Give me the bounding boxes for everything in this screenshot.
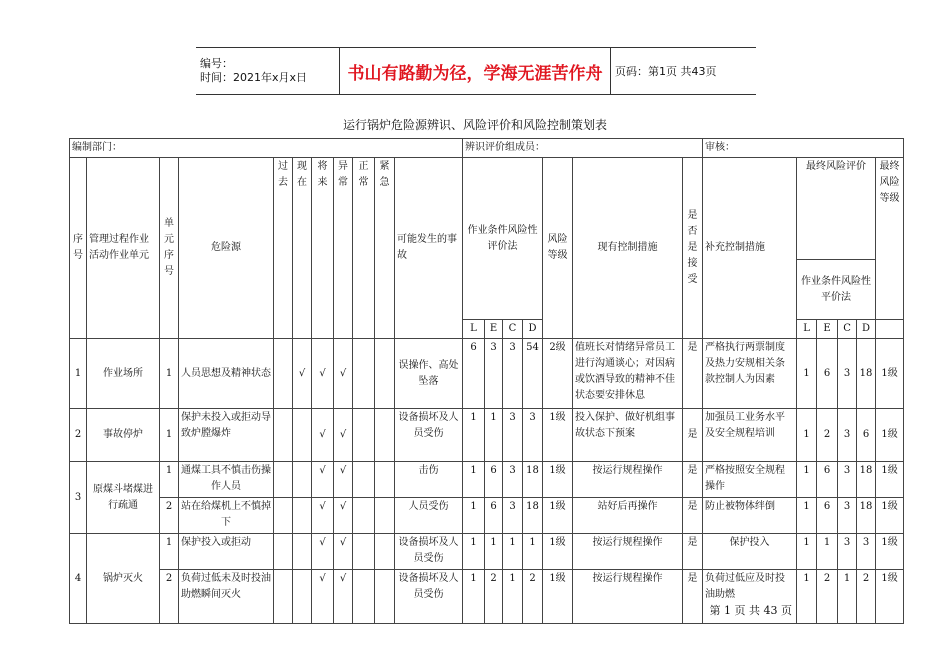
row-final-L: 1 (797, 498, 817, 534)
row-final-D: 18 (857, 498, 876, 534)
row-accident: 击伤 (395, 462, 463, 498)
row-acceptable: 是 (683, 498, 703, 534)
col-accident: 可能发生的事故 (395, 158, 463, 339)
row-level: 1级 (543, 462, 573, 498)
row-final-level: 1级 (876, 339, 904, 409)
row-final-D: 2 (857, 570, 876, 624)
review-label: 审核： (703, 139, 904, 158)
row-control: 站好后再操作 (573, 498, 683, 534)
row-hazard: 负荷过低未及时投油助燃瞬间灭火 (179, 570, 274, 624)
meta-row (70, 139, 904, 158)
document-title: 运行锅炉危险源辨识、风险评价和风险控制策划表 (342, 118, 607, 132)
row-E: 6 (485, 462, 503, 498)
col-final-level: 最终风险等级 (876, 158, 904, 320)
row-level: 1级 (543, 409, 573, 462)
row-L: 1 (463, 409, 485, 462)
row-emergency (375, 534, 395, 570)
row-emergency (375, 409, 395, 462)
header-row-1 (70, 158, 904, 260)
table-row (70, 339, 904, 409)
row-past (274, 498, 293, 534)
page-footer: 第 1 页 共 43 页 (709, 604, 792, 617)
row-L: 6 (463, 339, 485, 409)
table-row (70, 498, 904, 534)
row-final-L: 1 (797, 570, 817, 624)
row-unit: 1 (160, 534, 179, 570)
row-control: 投入保护、做好机组事故状态下预案 (573, 409, 683, 462)
col-D: D (523, 320, 543, 339)
row-abnormal: √ (334, 339, 353, 409)
row-final-L: 1 (797, 339, 817, 409)
row-L: 1 (463, 570, 485, 624)
row-present (293, 409, 312, 462)
dept-label: 编制部门： (70, 139, 463, 158)
col-method: 作业条件风险性评价法 (463, 158, 543, 320)
row-present: √ (293, 339, 312, 409)
row-abnormal: √ (334, 409, 353, 462)
row-final-L: 1 (797, 534, 817, 570)
row-D: 18 (523, 498, 543, 534)
row-accident: 设备损坏及人员受伤 (395, 534, 463, 570)
row-D: 1 (523, 534, 543, 570)
row-unit: 1 (160, 339, 179, 409)
row-E: 1 (485, 409, 503, 462)
col-acceptable: 是否是接受 (683, 158, 703, 339)
row-final-E: 1 (817, 534, 838, 570)
col-emergency: 紧急 (375, 158, 395, 339)
row-acceptable: 是 (683, 534, 703, 570)
col-C: C (503, 320, 523, 339)
row-abnormal: √ (334, 570, 353, 624)
col-final-eval: 最终风险评价 (797, 158, 876, 260)
row-activity: 作业场所 (87, 339, 160, 409)
col-control: 现有控制措施 (573, 158, 683, 339)
col-final-method: 作业条件风险性平价法 (797, 260, 876, 320)
col-L: L (463, 320, 485, 339)
col-final-level-blank (876, 320, 904, 339)
row-hazard: 人员思想及精神状态 (179, 339, 274, 409)
row-emergency (375, 570, 395, 624)
row-final-C: 3 (838, 462, 857, 498)
row-C: 3 (503, 409, 523, 462)
row-past (274, 339, 293, 409)
row-level: 1级 (543, 570, 573, 624)
row-final-level: 1级 (876, 462, 904, 498)
row-final-D: 6 (857, 409, 876, 462)
row-control: 按运行规程操作 (573, 462, 683, 498)
row-final-level: 1级 (876, 534, 904, 570)
row-accident: 设备损坏及人员受伤 (395, 570, 463, 624)
row-future: √ (312, 570, 334, 624)
row-seq: 4 (70, 534, 87, 624)
col-final-D: D (857, 320, 876, 339)
row-final-level: 1级 (876, 498, 904, 534)
col-abnormal: 异常 (334, 158, 353, 339)
row-accident: 设备损坏及人员受伤 (395, 409, 463, 462)
row-E: 2 (485, 570, 503, 624)
row-final-D: 18 (857, 462, 876, 498)
risk-table (69, 138, 904, 624)
col-final-C: C (838, 320, 857, 339)
row-final-C: 3 (838, 534, 857, 570)
row-D: 2 (523, 570, 543, 624)
col-level: 风险等级 (543, 158, 573, 339)
page-label: 页码：第1页 共43页 (611, 48, 757, 95)
row-D: 54 (523, 339, 543, 409)
col-final-L: L (797, 320, 817, 339)
row-final-L: 1 (797, 462, 817, 498)
row-final-level: 1级 (876, 409, 904, 462)
row-L: 1 (463, 498, 485, 534)
row-hazard: 站在给煤机上不慎掉下 (179, 498, 274, 534)
row-abnormal: √ (334, 498, 353, 534)
col-normal: 正常 (353, 158, 375, 339)
row-normal (353, 498, 375, 534)
document-header (196, 47, 756, 95)
row-final-E: 2 (817, 570, 838, 624)
row-normal (353, 462, 375, 498)
row-normal (353, 534, 375, 570)
col-past: 过去 (274, 158, 293, 339)
row-normal (353, 339, 375, 409)
row-control: 按运行规程操作 (573, 570, 683, 624)
col-final-E: E (817, 320, 838, 339)
row-supplement: 严格执行两票制度及热力安规相关条款控制人为因素 (703, 339, 797, 409)
col-E: E (485, 320, 503, 339)
row-seq: 2 (70, 409, 87, 462)
row-present (293, 534, 312, 570)
col-hazard: 危险源 (179, 158, 274, 339)
row-C: 3 (503, 462, 523, 498)
row-final-E: 6 (817, 462, 838, 498)
row-supplement: 防止被物体绊倒 (703, 498, 797, 534)
row-level: 1级 (543, 498, 573, 534)
row-L: 1 (463, 534, 485, 570)
row-past (274, 462, 293, 498)
row-activity: 原煤斗堵煤进行疏通 (87, 462, 160, 534)
row-seq: 1 (70, 339, 87, 409)
row-supplement: 严格按照安全规程操作 (703, 462, 797, 498)
row-D: 18 (523, 462, 543, 498)
row-final-C: 3 (838, 409, 857, 462)
row-final-E: 6 (817, 498, 838, 534)
col-seq: 序号 (70, 158, 87, 339)
table-row (70, 462, 904, 498)
row-present (293, 498, 312, 534)
row-control: 值班长对情绪异常员工进行沟通谈心；对因病或饮酒导致的精神不佳状态要安排休息 (573, 339, 683, 409)
table-row (70, 534, 904, 570)
row-L: 1 (463, 462, 485, 498)
row-future: √ (312, 498, 334, 534)
row-hazard: 保护未投入或拒动导致炉膛爆炸 (179, 409, 274, 462)
row-final-D: 18 (857, 339, 876, 409)
row-past (274, 570, 293, 624)
row-final-C: 1 (838, 570, 857, 624)
row-supplement: 负荷过低应及时投油助燃 (703, 570, 797, 624)
row-seq: 3 (70, 462, 87, 534)
date-label: 时间：2021年x月x日 (200, 71, 308, 84)
header-left (196, 48, 340, 95)
row-C: 1 (503, 534, 523, 570)
row-acceptable: 是 (683, 570, 703, 624)
row-D: 3 (523, 409, 543, 462)
motto: 书山有路勤为径，学海无涯苦作舟 (340, 48, 611, 95)
row-E: 1 (485, 534, 503, 570)
row-level: 1级 (543, 534, 573, 570)
row-supplement: 保护投入 (703, 534, 797, 570)
row-unit: 1 (160, 462, 179, 498)
row-E: 6 (485, 498, 503, 534)
row-past (274, 409, 293, 462)
row-E: 3 (485, 339, 503, 409)
row-final-C: 3 (838, 498, 857, 534)
row-unit: 1 (160, 409, 179, 462)
row-acceptable: 是 (683, 409, 703, 462)
row-abnormal: √ (334, 462, 353, 498)
row-activity: 锅炉灭火 (87, 534, 160, 624)
row-C: 1 (503, 570, 523, 624)
row-acceptable: 是 (683, 339, 703, 409)
row-emergency (375, 498, 395, 534)
team-label: 辨识评价组成员： (463, 139, 703, 158)
row-accident: 人员受伤 (395, 498, 463, 534)
row-unit: 2 (160, 498, 179, 534)
row-C: 3 (503, 498, 523, 534)
row-abnormal: √ (334, 534, 353, 570)
row-normal (353, 409, 375, 462)
row-future: √ (312, 339, 334, 409)
row-future: √ (312, 462, 334, 498)
row-present (293, 570, 312, 624)
row-control: 按运行规程操作 (573, 534, 683, 570)
row-emergency (375, 462, 395, 498)
row-future: √ (312, 534, 334, 570)
col-present: 现在 (293, 158, 312, 339)
row-final-E: 6 (817, 339, 838, 409)
row-hazard: 通煤工具不慎击伤操作人员 (179, 462, 274, 498)
row-past (274, 534, 293, 570)
row-future: √ (312, 409, 334, 462)
row-final-C: 3 (838, 339, 857, 409)
row-acceptable: 是 (683, 462, 703, 498)
row-normal (353, 570, 375, 624)
col-supplement: 补充控制措施 (703, 158, 797, 339)
col-activity: 管理过程作业活动作业单元 (87, 158, 160, 339)
row-C: 3 (503, 339, 523, 409)
row-present (293, 462, 312, 498)
col-unit-seq: 单元序号 (160, 158, 179, 339)
row-accident: 误操作、高处坠落 (395, 339, 463, 409)
row-level: 2级 (543, 339, 573, 409)
table-row (70, 409, 904, 462)
row-hazard: 保护投入或拒动 (179, 534, 274, 570)
row-final-D: 3 (857, 534, 876, 570)
row-emergency (375, 339, 395, 409)
row-final-level: 1级 (876, 570, 904, 624)
row-activity: 事故停炉 (87, 409, 160, 462)
col-future: 将来 (312, 158, 334, 339)
number-label: 编号： (200, 57, 233, 70)
row-supplement: 加强员工业务水平及安全规程培训 (703, 409, 797, 462)
row-unit: 2 (160, 570, 179, 624)
row-final-L: 1 (797, 409, 817, 462)
row-final-E: 2 (817, 409, 838, 462)
